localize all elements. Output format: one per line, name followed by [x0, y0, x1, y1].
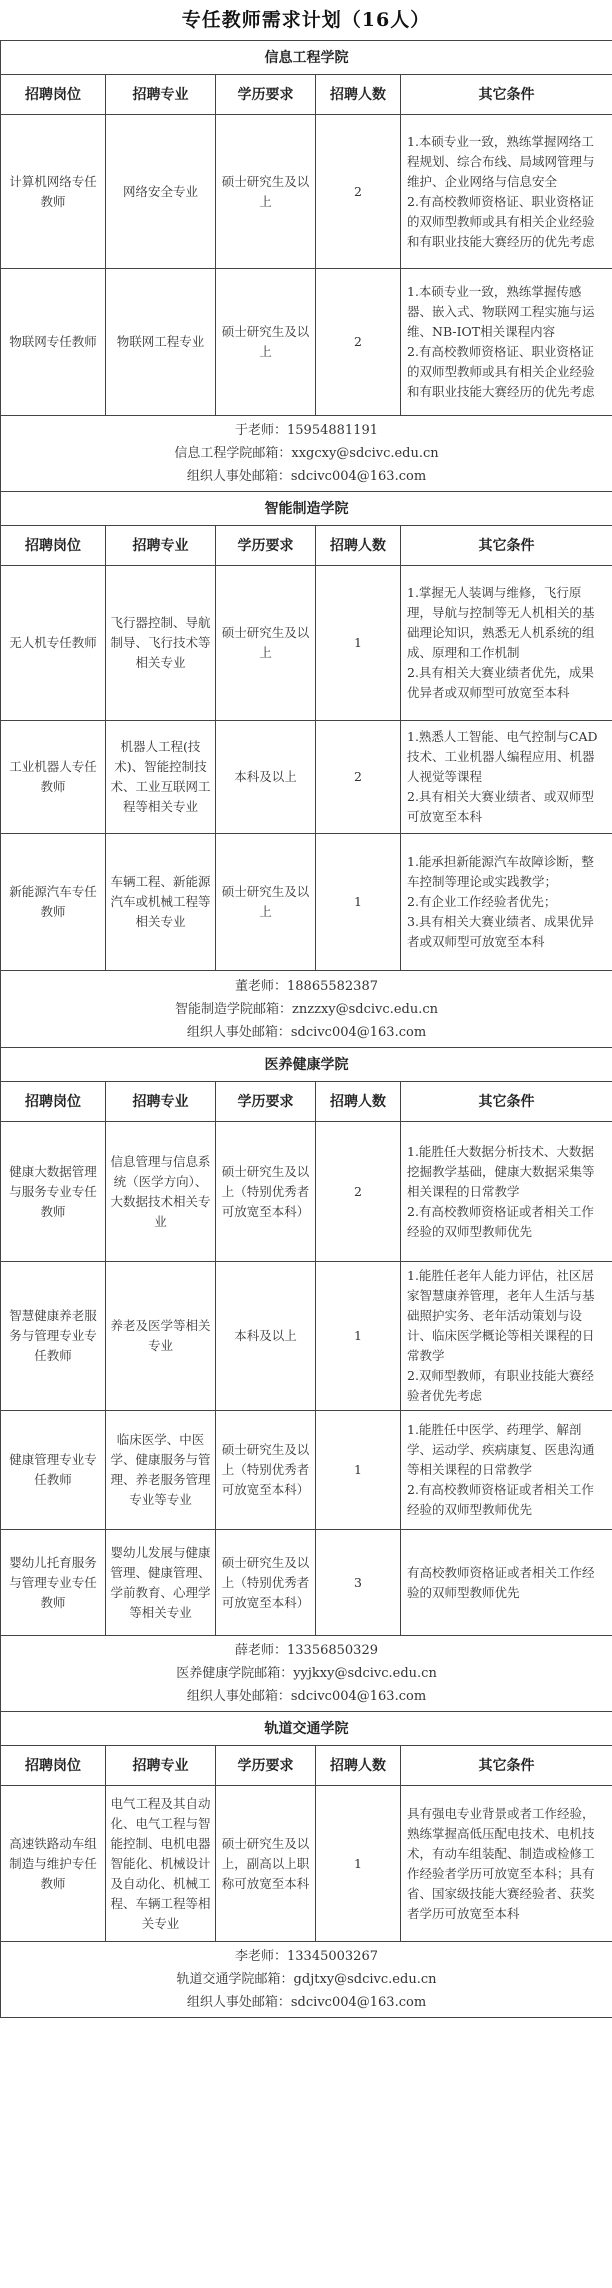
header-row [1, 526, 612, 566]
table-row [1, 1530, 612, 1636]
table-row [1, 721, 612, 834]
column-header: 其它条件 [401, 526, 612, 566]
education-cell: 硕士研究生及以上（特别优秀者可放宽至本科） [216, 1411, 316, 1530]
column-header: 其它条件 [401, 1082, 612, 1122]
column-header: 招聘岗位 [1, 1082, 106, 1122]
count-cell: 2 [316, 1122, 401, 1262]
contact-row [1, 971, 612, 1048]
column-header: 招聘专业 [106, 1746, 216, 1786]
position-cell: 婴幼儿托育服务与管理专业专任教师 [1, 1530, 106, 1636]
table-row [1, 566, 612, 721]
major-cell: 车辆工程、新能源汽车或机械工程等相关专业 [106, 834, 216, 971]
section-row [1, 492, 612, 526]
count-cell: 2 [316, 269, 401, 416]
major-cell: 婴幼儿发展与健康管理、健康管理、学前教育、心理学等相关专业 [106, 1530, 216, 1636]
column-header: 招聘专业 [106, 526, 216, 566]
column-header: 其它条件 [401, 75, 612, 115]
condition-line: 2.双师型教师，有职业技能大赛经验者优先考虑 [407, 1368, 594, 1403]
conditions-cell [401, 721, 612, 834]
education-cell: 硕士研究生及以上 [216, 115, 316, 269]
count-cell: 2 [316, 721, 401, 834]
contact-row [1, 1636, 612, 1712]
section-name: 轨道交通学院 [1, 1712, 612, 1746]
conditions-cell [401, 566, 612, 721]
section-row [1, 41, 612, 75]
table-row [1, 1262, 612, 1411]
count-cell: 1 [316, 834, 401, 971]
education-cell: 硕士研究生及以上 [216, 834, 316, 971]
position-cell: 计算机网络专任教师 [1, 115, 106, 269]
major-cell: 网络安全专业 [106, 115, 216, 269]
conditions-cell [401, 834, 612, 971]
section-name: 智能制造学院 [1, 492, 612, 526]
column-header: 学历要求 [216, 75, 316, 115]
major-cell: 电气工程及其自动化、电气工程与智能控制、电机电器智能化、机械设计及自动化、机械工程、车辆工程等相关专业 [106, 1786, 216, 1942]
conditions-cell [401, 1530, 612, 1636]
table-row [1, 834, 612, 971]
condition-line: 2.有企业工作经验者优先； [407, 894, 557, 909]
position-cell: 无人机专任教师 [1, 566, 106, 721]
contact-cell [1, 971, 612, 1048]
contact-line: 轨道交通学院邮箱：gdjtxy@sdcivc.edu.cn [176, 1972, 437, 1987]
contact-row [1, 1942, 612, 2018]
column-header: 招聘岗位 [1, 75, 106, 115]
column-header: 招聘人数 [316, 1082, 401, 1122]
major-cell: 临床医学、中医学、健康服务与管理、养老服务管理专业等专业 [106, 1411, 216, 1530]
major-cell: 信息管理与信息系统（医学方向）、大数据技术相关专业 [106, 1122, 216, 1262]
education-cell: 本科及以上 [216, 721, 316, 834]
contact-line: 医养健康学院邮箱：yyjkxy@sdcivc.edu.cn [176, 1666, 437, 1681]
section-name: 医养健康学院 [1, 1048, 612, 1082]
page-title: 专任教师需求计划（16人） [181, 9, 431, 31]
education-cell: 硕士研究生及以上（特别优秀者可放宽至本科） [216, 1122, 316, 1262]
count-cell: 2 [316, 115, 401, 269]
condition-line: 2.有高校教师资格证、职业资格证的双师型教师或具有相关企业经验和有职业技能大赛经历的优先考虑 [407, 193, 595, 249]
condition-line: 1.本硕专业一致，熟练掌握网络工程规划、综合布线、局域网管理与维护、企业网络与信息安全 [407, 133, 595, 189]
condition-line: 1.能胜任大数据分析技术、大数据挖掘教学基础，健康大数据采集等相关课程的日常教学 [407, 1143, 595, 1199]
table-row [1, 269, 612, 416]
major-cell: 飞行器控制、导航制导、飞行技术等相关专业 [106, 566, 216, 721]
column-header: 招聘人数 [316, 526, 401, 566]
column-header: 学历要求 [216, 526, 316, 566]
count-cell: 1 [316, 566, 401, 721]
condition-line: 有高校教师资格证或者相关工作经验的双师型教师优先 [407, 1564, 595, 1600]
condition-line: 2.有高校教师资格证、职业资格证的双师型教师或具有相关企业经验和有职业技能大赛经历的优先考虑 [407, 344, 595, 399]
position-cell: 健康管理专业专任教师 [1, 1411, 106, 1530]
condition-line: 1.能承担新能源汽车故障诊断，整车控制等理论或实践教学； [407, 854, 594, 889]
contact-line: 于老师：15954881191 [235, 423, 378, 438]
contact-line: 智能制造学院邮箱：znzzxy@sdcivc.edu.cn [175, 1001, 438, 1017]
header-row [1, 1746, 612, 1786]
recruitment-table [0, 40, 612, 2018]
section-row [1, 1048, 612, 1082]
table-row [1, 1122, 612, 1262]
condition-line: 具有强电专业背景或者工作经验，熟练掌握高低压配电技术、电机技术，有动车组装配、制造或检修工作经验者学历可放宽至本科；具有省、国家级技能大赛经验者、获奖者学历可放宽至本科 [407, 1805, 595, 1921]
conditions-cell [401, 1786, 612, 1942]
column-header: 学历要求 [216, 1082, 316, 1122]
contact-cell [1, 1942, 612, 2018]
conditions-cell [401, 269, 612, 416]
contact-cell [1, 1636, 612, 1712]
contact-line: 组织人事处邮箱：sdcivc004@163.com [186, 469, 427, 484]
position-cell: 智慧健康养老服务与管理专业专任教师 [1, 1262, 106, 1411]
condition-line: 1.掌握无人装调与维修，飞行原理，导航与控制等无人机相关的基础理论知识，熟悉无人机系统的组成、原理和工作机制 [407, 585, 595, 660]
condition-line: 2.有高校教师资格证或者相关工作经验的双师型教师优先 [407, 1203, 594, 1239]
table-row [1, 1786, 612, 1942]
condition-line: 1.能胜任老年人能力评估，社区居家智慧康养管理，老年人生活与基础照护实务、老年活动策划与设计、临床医学概论等相关课程的日常教学 [407, 1268, 595, 1363]
education-cell: 硕士研究生及以上 [216, 269, 316, 416]
major-cell: 养老及医学等相关专业 [106, 1262, 216, 1411]
education-cell: 本科及以上 [216, 1262, 316, 1411]
contact-line: 薛老师：13356850329 [235, 1643, 378, 1658]
position-cell: 健康大数据管理与服务专业专任教师 [1, 1122, 106, 1262]
section-name: 信息工程学院 [1, 41, 612, 75]
contact-line: 组织人事处邮箱：sdcivc004@163.com [186, 1995, 427, 2010]
condition-line: 2.有高校教师资格证或者相关工作经验的双师型教师优先 [407, 1482, 594, 1517]
conditions-cell [401, 1262, 612, 1411]
conditions-cell [401, 115, 612, 269]
contact-line: 董老师：18865582387 [235, 978, 378, 994]
contact-line: 组织人事处邮箱：sdcivc004@163.com [186, 1024, 427, 1040]
conditions-cell [401, 1122, 612, 1262]
column-header: 招聘人数 [316, 75, 401, 115]
header-row [1, 75, 612, 115]
condition-line: 2.具有相关大赛业绩者、或双师型可放宽至本科 [407, 789, 594, 824]
position-cell: 新能源汽车专任教师 [1, 834, 106, 971]
condition-line: 1.熟悉人工智能、电气控制与CAD技术、工业机器人编程应用、机器人视觉等课程 [407, 729, 598, 784]
column-header: 学历要求 [216, 1746, 316, 1786]
conditions-cell [401, 1411, 612, 1530]
count-cell: 1 [316, 1786, 401, 1942]
position-cell: 物联网专任教师 [1, 269, 106, 416]
contact-row [1, 416, 612, 492]
major-cell: 物联网工程专业 [106, 269, 216, 416]
condition-line: 1.能胜任中医学、药理学、解剖学、运动学、疾病康复、医患沟通等相关课程的日常教学 [407, 1422, 595, 1477]
condition-line: 1.本硕专业一致，熟练掌握传感器、嵌入式、物联网工程实施与运维、NB-IOT相关课程内容 [407, 284, 595, 339]
table-row [1, 1411, 612, 1530]
position-cell: 工业机器人专任教师 [1, 721, 106, 834]
contact-line: 信息工程学院邮箱：xxgcxy@sdcivc.edu.cn [174, 446, 439, 461]
education-cell: 硕士研究生及以上（特别优秀者可放宽至本科） [216, 1530, 316, 1636]
contact-cell [1, 416, 612, 492]
education-cell: 硕士研究生及以上，副高以上职称可放宽至本科 [216, 1786, 316, 1942]
count-cell: 1 [316, 1411, 401, 1530]
education-cell: 硕士研究生及以上 [216, 566, 316, 721]
position-cell: 高速铁路动车组制造与维护专任教师 [1, 1786, 106, 1942]
column-header: 招聘岗位 [1, 1746, 106, 1786]
table-row [1, 115, 612, 269]
column-header: 招聘专业 [106, 1082, 216, 1122]
header-row [1, 1082, 612, 1122]
column-header: 招聘岗位 [1, 526, 106, 566]
count-cell: 3 [316, 1530, 401, 1636]
column-header: 招聘专业 [106, 75, 216, 115]
condition-line: 3.具有相关大赛业绩者、成果优异者或双师型可放宽至本科 [407, 914, 594, 949]
contact-line: 组织人事处邮箱：sdcivc004@163.com [186, 1689, 427, 1704]
contact-line: 李老师：13345003267 [235, 1949, 378, 1964]
column-header: 其它条件 [401, 1746, 612, 1786]
count-cell: 1 [316, 1262, 401, 1411]
major-cell: 机器人工程(技术)、智能控制技术、工业互联网工程等相关专业 [106, 721, 216, 834]
condition-line: 2.具有相关大赛业绩者优先，成果优异者或双师型可放宽至本科 [407, 665, 594, 700]
column-header: 招聘人数 [316, 1746, 401, 1786]
section-row [1, 1712, 612, 1746]
